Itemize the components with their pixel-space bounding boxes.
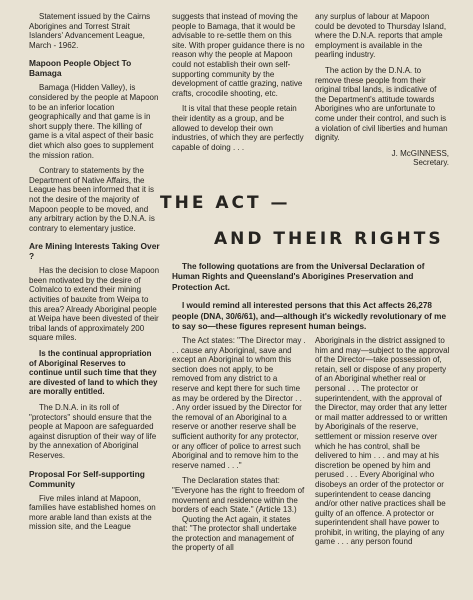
paragraph: The D.N.A. in its roll of "protectors" should ensure that the people at Mapoon are safeguarded against disruption of their way of life by the annexation of Aboriginal Reserves. xyxy=(29,403,157,460)
paragraph: Aboriginals in the district assigned to him and may—subject to the approval of the Director—take possession of, retain, sell or dispose of any property of an Aboriginal whether real or personal . . . The protector or superintendent, with the approval of the Director, may order that any letter or mail matter addressed to or written by Aboriginals of the reserve, settlement or mission reserve over which he has control, shall be delivered to him . . . and may at his discretion be opened by him and perused . . . Every Aboriginal who disobeys an order of the protector or superintendent to cease dancing and/or other native practices shall be guilty of an offence. A protector or superintendent shall have power to prohibit, in writing, the playing of any game . . . any person found xyxy=(315,336,450,547)
title-line-1: THE ACT — xyxy=(160,193,291,213)
paragraph: suggests that instead of moving the people to Bamaga, that it would be advisable to re-settle them on this site. With proper guidance there is no reason why the people at Mapoon could not establish their own self-supporting community by the development of cattle grazing, native crafts, crocodile shooting, etc. xyxy=(172,12,305,98)
paragraph: Quoting the Act again, it states that: "The protector shall undertake the protection and management of the property of all xyxy=(172,514,297,553)
paragraph: The Act states: "The Director may . . . cause any Aboriginal, save and except an Aboriginal to whom this section does not apply, to be removed from any district to a reserve and kept there for such time as may be ordered by the Director . . . Any order issued by the Director for the removal of an Aboriginal to a reserve or another reserve shall be sufficient authority for any protector, or any officer of police to arrest such Aboriginal and to remove him to the reserve named . . ." xyxy=(172,336,306,470)
intro-remind: I would remind all interested persons that this Act affects 26,278 people (DNA, 30/6/61), and—although it's wickedly revolutionary of me to say so—these figures represent human beings. xyxy=(172,301,447,332)
column-2 xyxy=(172,12,306,158)
intro xyxy=(172,262,450,340)
article-title xyxy=(160,192,460,250)
paragraph: It is vital that these people retain their identity as a group, and be allowed to develop their own industries, of which they are perfectly capable of doing . . . xyxy=(172,104,304,152)
paragraph: Contrary to statements by the Department of Native Affairs, the League has been informed that it is not the desire of the majority of Mapoon people to be moved, and any arbitrary action by the D.N.A. is contrary to elementary justice. xyxy=(29,166,155,233)
column-3 xyxy=(315,12,449,174)
act-column-2 xyxy=(315,336,451,553)
heading-mining-interests: Are Mining Interests Taking Over ? xyxy=(29,241,160,262)
signature-role: Secretary. xyxy=(413,158,449,168)
league-statement: Statement issued by the Cairns Aborigines and Torrest Strait Islanders' Advancement League, March - 1962. xyxy=(29,12,151,50)
paragraph: Bamaga (Hidden Valley), is considered by the people at Mapoon to be an inferior location geographically and that game is in short supply there. The killing of game is a vital aspect of their basic diet which also goes to supplement the mission ration. xyxy=(29,83,159,160)
heading-mapoon-object: Mapoon People Object To Bamaga xyxy=(29,58,132,79)
paragraph: Has the decision to close Mapoon been motivated by the desire of Colmalco to extend their mining activities of bauxite from Weipa to this area? Already Aboriginal people at Weipa have been divested of their tribal lands of approximately 200 square miles. xyxy=(29,266,160,343)
paragraph-bold: Is the continual appropriation of Aboriginal Reserves to continue until such time that they are divested of land to which they are morally entitled. xyxy=(29,349,158,397)
intro-quotation-note: The following quotations are from the Universal Declaration of Human Rights and Queensland's Aborigines Preservation and Protection Act. xyxy=(172,262,425,292)
act-column-1 xyxy=(172,336,306,559)
column-1 xyxy=(29,12,161,538)
title-line-2: AND THEIR RIGHTS xyxy=(214,229,444,249)
paragraph: The action by the D.N.A. to remove these people from their original tribal lands, is indicative of the Department's attitude towards Aborigines who are unfortunate to come under their control, and such is a violation of civil liberties and human dignity. xyxy=(315,65,448,143)
paragraph: Five miles inland at Mapoon, families have established homes on more arable land than exists at the mission site, and the League xyxy=(29,493,156,532)
paragraph: any surplus of labour at Mapoon could be devoted to Thursday Island, where the D.N.A. reports that ample employment is available in the pearling industry. xyxy=(315,12,447,60)
signature: J. McGINNESS, xyxy=(391,148,449,158)
heading-self-supporting: Proposal For Self-supporting Community xyxy=(29,468,145,489)
paragraph: The Declaration states that: "Everyone has the right to freedom of movement and residence within the borders of each State." (Article 13.) xyxy=(172,476,305,515)
